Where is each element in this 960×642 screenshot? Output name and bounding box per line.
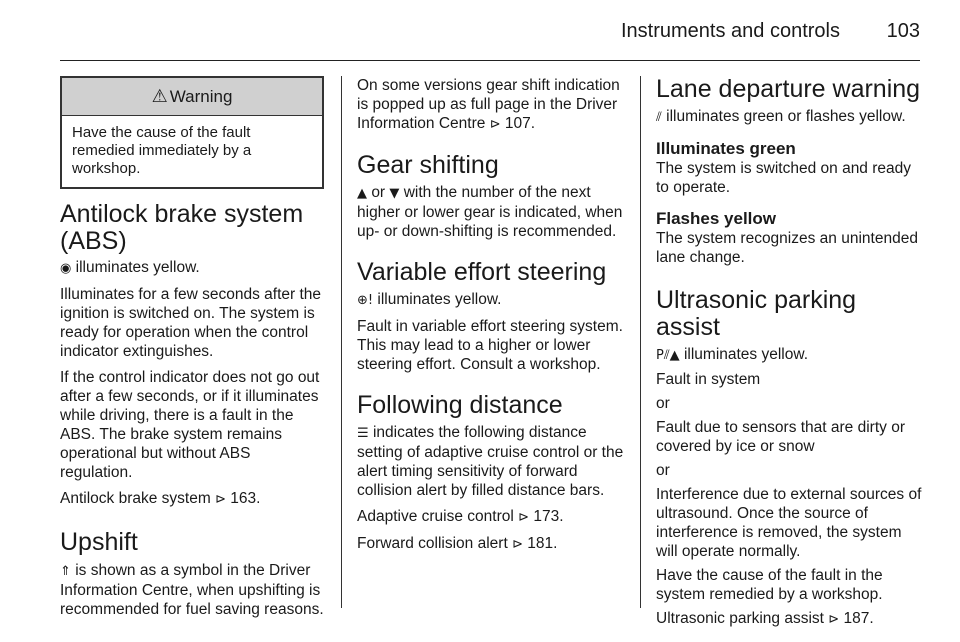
warning-triangle-icon: ⚠	[151, 86, 168, 106]
abs-icon: ◉	[60, 261, 72, 276]
parking-heading: Ultrasonic parking assist	[656, 286, 857, 341]
steering-paragraph-2: Fault in variable effort steering system. This may lead to a higher or lower steering effort. Consult a workshop.	[357, 318, 623, 373]
page-ref-arrow-icon: ⊳	[489, 117, 501, 132]
parking-line-1: P⫽▲ illuminates yellow.	[656, 346, 809, 363]
abs-heading: Antilock brake system (ABS)	[60, 200, 304, 255]
header-rule	[60, 60, 920, 61]
steering-line-1: ⊕! illuminates yellow.	[357, 291, 502, 308]
page-ref-arrow-icon: ⊳	[215, 492, 226, 507]
page-header-title: Instruments and controls	[621, 20, 840, 42]
lane-departure-icon: ⫽	[656, 110, 662, 125]
warning-box	[60, 76, 324, 189]
page-ref-arrow-icon: ⊳	[512, 537, 523, 552]
lane-line-1: ⫽ illuminates green or flashes yellow.	[656, 108, 906, 125]
parking-fault-2: Fault due to sensors that are dirty or covered by ice or snow	[656, 419, 905, 455]
column-right	[656, 76, 924, 629]
abs-reference: Antilock brake system ⊳ 163.	[60, 490, 261, 507]
column-divider-left	[341, 76, 342, 608]
lane-yellow-text: The system recognizes an unintended lane change.	[656, 230, 918, 266]
column-middle	[357, 76, 625, 554]
page-header	[60, 18, 920, 48]
warning-label: Warning	[169, 87, 233, 106]
parking-or-2: or	[656, 462, 670, 479]
warning-text: Have the cause of the fault remedied immediately by a workshop.	[72, 124, 252, 177]
abs-paragraph-2: Illuminates for a few seconds after the ignition is switched on. The system is ready for operation when the control indicator extinguishes.	[60, 286, 322, 360]
column-divider-right	[640, 76, 641, 608]
abs-line-1: ◉ illuminates yellow.	[60, 259, 200, 276]
page-number: 103	[886, 20, 920, 42]
following-heading: Following distance	[357, 391, 563, 419]
gear-paragraph: ▲ or ▼ with the number of the next higher or lower gear is indicated, when up- or down-shifting is recommended.	[357, 184, 623, 240]
lane-yellow-heading: Flashes yellow	[656, 209, 776, 228]
parking-fault-3: Interference due to external sources of ultrasound. Once the source of interference is removed, the system will operate normally.	[656, 486, 922, 560]
following-reference-2: Forward collision alert ⊳ 181.	[357, 535, 558, 552]
abs-paragraph-3: If the control indicator does not go out after a few seconds, or if it illuminates while driving, there is a fault in the ABS. The brake system remains operational but without ABS regulation.	[60, 369, 320, 481]
parking-or-1: or	[656, 395, 670, 412]
upshift-paragraph: ⇑ is shown as a symbol in the Driver Information Centre, when upshifting is recommended for fuel saving reasons.	[60, 562, 324, 618]
parking-remedy: Have the cause of the fault in the system remedied by a workshop.	[656, 567, 883, 603]
page-ref-arrow-icon: ⊳	[828, 612, 840, 627]
parking-fault-1: Fault in system	[656, 371, 761, 388]
following-reference-1: Adaptive cruise control ⊳ 173.	[357, 508, 564, 525]
page-ref-arrow-icon: ⊳	[518, 510, 530, 525]
upshift-heading: Upshift	[60, 528, 138, 556]
parking-assist-icon: P⫽▲	[656, 348, 680, 363]
lane-heading: Lane departure warning	[656, 75, 921, 103]
steering-warning-icon: ⊕!	[357, 293, 374, 308]
following-paragraph: ☰ indicates the following distance setting of adaptive cruise control or the alert timing sensitivity of forward collision alert by filled distance bars.	[357, 424, 624, 499]
lane-green-heading: Illuminates green	[656, 139, 796, 158]
triangle-up-icon: ▲	[357, 186, 367, 201]
gear-heading: Gear shifting	[357, 151, 499, 179]
gear-intro: On some versions gear shift indication is popped up as full page in the Driver Information Centre ⊳ 107.	[357, 77, 620, 132]
following-distance-icon: ☰	[357, 426, 369, 441]
steering-heading: Variable effort steering	[357, 258, 607, 286]
triangle-down-icon: ▼	[389, 186, 400, 201]
parking-reference: Ultrasonic parking assist ⊳ 187.	[656, 610, 874, 627]
lane-green-text: The system is switched on and ready to operate.	[656, 160, 912, 196]
upshift-icon: ⇑	[60, 564, 71, 579]
warning-box-header	[62, 78, 322, 116]
column-left	[60, 76, 324, 619]
